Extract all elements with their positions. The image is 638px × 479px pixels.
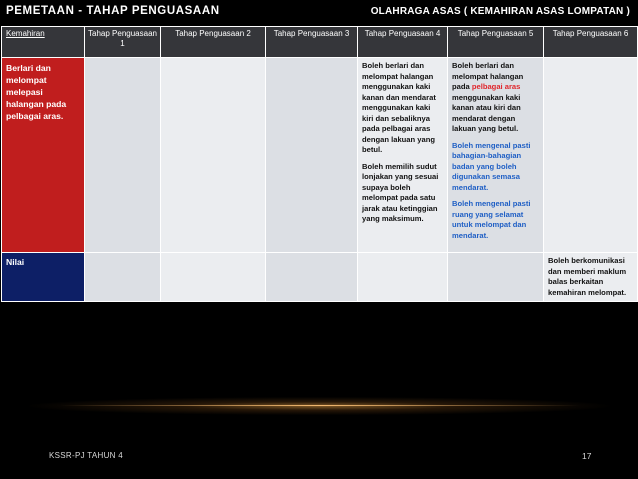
tp4-descriptor-b: Boleh memilih sudut lonjakan yang sesuai supaya boleh melompat pada satu jarak atau ketinggian yang maksimum. bbox=[362, 161, 439, 223]
table-header-row bbox=[2, 27, 638, 58]
nilai-tp3-cell bbox=[266, 253, 358, 302]
column-header-tp2: Tahap Penguasaan 2 bbox=[161, 27, 266, 58]
tp5-a-highlight: pelbagai aras bbox=[471, 82, 521, 91]
tp5-descriptor-a bbox=[452, 61, 539, 135]
tp5-descriptor-c: Boleh mengenal pasti ruang yang selamat untuk melompat dan mendarat. bbox=[452, 199, 531, 240]
nilai-tp6-cell: Boleh berkomunikasi dan memberi maklum balas berkaitan kemahiran melompat. bbox=[544, 253, 638, 302]
column-header-tp6: Tahap Penguasaan 6 bbox=[544, 27, 638, 58]
column-header-tp1: Tahap Penguasaan 1 bbox=[85, 27, 161, 58]
column-header-tp4: Tahap Penguasaan 4 bbox=[358, 27, 448, 58]
tp2-cell bbox=[161, 58, 266, 253]
tp4-descriptor-a: Boleh berlari dan melompat halangan menggunakan kaki kanan dan mendarat menggunakan kaki kiri dan sebaliknya pada pelbagai aras dengan lakuan yang betul. bbox=[362, 61, 436, 154]
nilai-cell: Nilai bbox=[2, 253, 85, 302]
tp1-cell bbox=[85, 58, 161, 253]
mastery-table bbox=[1, 26, 638, 302]
tp5-a-text-end: menggunakan kaki kanan atau kiri dan mendarat dengan lakuan yang betul. bbox=[452, 92, 521, 133]
column-header-tp3: Tahap Penguasaan 3 bbox=[266, 27, 358, 58]
nilai-tp5-cell bbox=[448, 253, 544, 302]
tp5-descriptor-b: Boleh mengenal pasti bahagian-bahagian badan yang boleh digunakan semasa mendarat. bbox=[452, 140, 531, 192]
nilai-tp2-cell bbox=[161, 253, 266, 302]
tp5-a-text: Boleh berlari dan melompat halangan pada bbox=[452, 61, 524, 91]
tp5-cell bbox=[448, 58, 544, 253]
column-header-tp5: Tahap Penguasaan 5 bbox=[448, 27, 544, 58]
tp6-cell bbox=[544, 58, 638, 253]
nilai-tp1-cell bbox=[85, 253, 161, 302]
slide-title: PEMETAAN - TAHAP PENGUASAAN bbox=[6, 5, 220, 17]
footer-label: KSSR-PJ TAHUN 4 bbox=[49, 451, 123, 460]
nilai-tp4-cell bbox=[358, 253, 448, 302]
column-header-kemahiran: Kemahiran bbox=[2, 27, 85, 58]
skill-cell: Berlari dan melompat melepasi halangan pada pelbagai aras. bbox=[2, 58, 85, 253]
slide-subtitle: OLAHRAGA ASAS ( KEMAHIRAN ASAS LOMPATAN ) bbox=[370, 5, 630, 17]
tp3-cell bbox=[266, 58, 358, 253]
slide-header bbox=[0, 0, 638, 22]
table-row bbox=[2, 58, 638, 253]
page-number: 17 bbox=[582, 451, 592, 461]
decorative-glow bbox=[0, 396, 638, 416]
decorative-divider bbox=[60, 405, 580, 406]
table-row bbox=[2, 253, 638, 302]
tp4-cell bbox=[358, 58, 448, 253]
